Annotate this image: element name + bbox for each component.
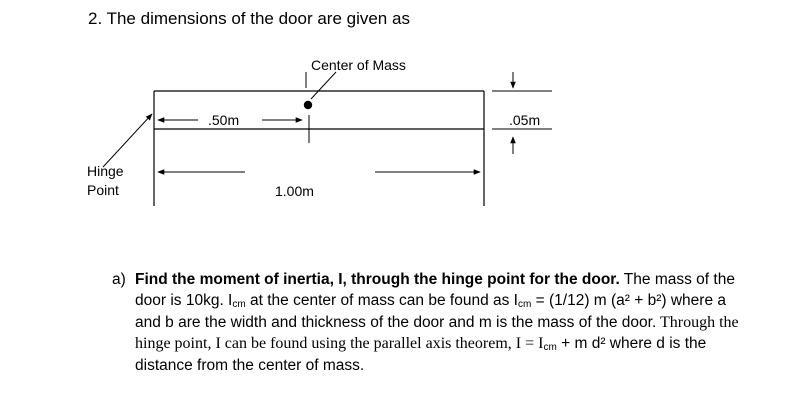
thickness-label: .05m [509,112,541,128]
part-a-text-3: = (1/12) m (a² + b²) where a and b are the width and thickness of the door and m is the mass of the door. [135,291,727,331]
hinge-pointer-arrow [103,114,152,167]
hinge-label-line2: Point [87,182,119,198]
part-a-marker: a) [112,271,126,288]
part-a-text-4: + m d² where d is the distance from the center of mass. [135,334,707,374]
hinge-label-line1: Hinge [87,163,124,179]
full-width-label: 1.00m [275,183,314,199]
center-of-mass-pointer [311,72,336,99]
part-a-serif-text: Through the hinge point, I can be found using the parallel axis theorem, I = I [135,314,739,352]
part-a-body [135,270,752,377]
part-a-bold-prompt: Find the moment of inertia, I, through the hinge point for the door. [135,271,620,288]
subscript-cm-1: cm [232,298,246,310]
question-heading: 2. The dimensions of the door are given as [88,9,410,28]
part-a-text-1: The mass of the door is 10kg. I [135,271,735,309]
center-of-mass-label: Center of Mass [311,57,406,73]
half-width-label: .50m [208,112,240,128]
part-a-question [112,270,752,377]
subscript-cm-2: cm [517,298,532,310]
part-a-text-2: at the center of mass can be found as I [245,291,518,309]
subscript-cm-3: cm [543,341,557,353]
center-of-mass-dot [304,101,312,109]
